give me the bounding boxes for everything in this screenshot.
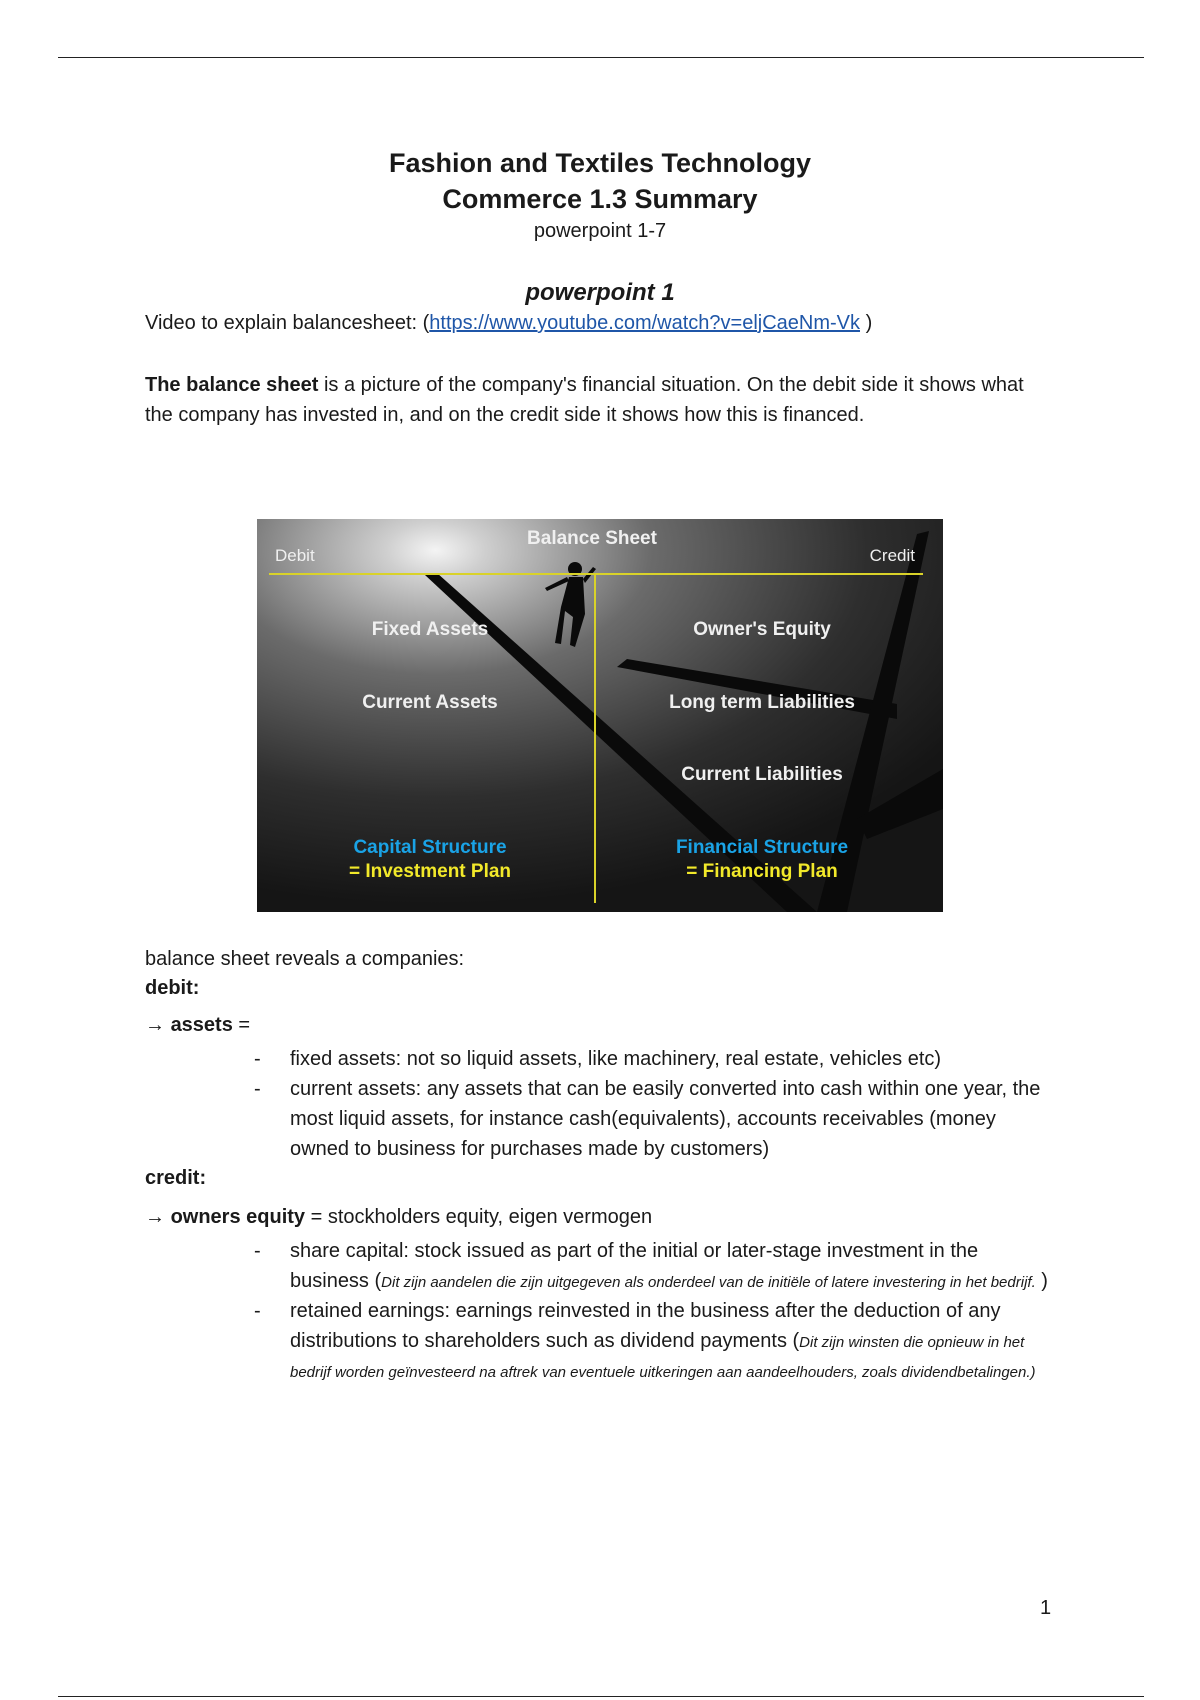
assets-eq: = (232, 1014, 251, 1036)
assets-line (145, 1010, 250, 1040)
video-link[interactable]: https://www.youtube.com/watch?v=eljCaeNm-Vk (429, 312, 861, 334)
bottom-rule (58, 1696, 1144, 1697)
share-capital-text: share capital: stock issued as part of the initial or later-stage investment in the business ( (290, 1240, 979, 1292)
fixed-assets-label: Fixed Assets (371, 619, 489, 640)
page-subtitle: powerpoint 1-7 (533, 220, 667, 242)
arrow-icon: → (145, 1014, 171, 1036)
video-prefix: Video to explain balancesheet: ( (145, 312, 430, 334)
balance-rest: is a picture of the company's financial situation. On the debit side it shows what the company has invested in, and on the credit side it shows how this is financed. (145, 374, 1024, 426)
retained-dutch: Dit zijn winsten die opnieuw in het bedrijf worden geïnvesteerd na aftrek van eventuele uitkeringen aan aandeelhouders, zoals dividendbetalingen.) (290, 1334, 1036, 1381)
current-assets-label: Current Assets (362, 692, 498, 713)
arrow-icon: → (145, 1206, 171, 1228)
retained-text: retained earnings: earnings reinvested in the business after the deduction of any distributions to shareholders such as dividend payments ( (290, 1300, 1001, 1352)
title-line-2: Commerce 1.3 Summary (442, 184, 758, 214)
credit-label: Credit (869, 546, 915, 565)
debit-label-text: debit: (145, 977, 200, 999)
equity-rest: = stockholders equity, eigen vermogen (305, 1206, 653, 1228)
asset-bullet-list (250, 1044, 1060, 1164)
title-line-1: Fashion and Textiles Technology (388, 148, 812, 178)
page-number: 1 (1040, 1597, 1052, 1619)
investment-plan-label: = Investment Plan (348, 861, 512, 882)
long-term-liabilities-label: Long term Liabilities (669, 692, 855, 713)
top-rule (58, 57, 1144, 58)
page-title (0, 145, 1200, 217)
video-line (145, 308, 1045, 338)
balance-sheet-paragraph (145, 370, 1045, 430)
balance-sheet-figure (257, 519, 943, 912)
share-capital-dutch: Dit zijn aandelen die zijn uitgegeven als onderdeel van de initiële of latere investering in het bedrijf. (381, 1274, 1036, 1291)
section-heading: powerpoint 1 (525, 279, 675, 306)
video-suffix: ) (860, 312, 873, 334)
figure-title: Balance Sheet (527, 528, 657, 549)
credit-label-text: credit: (145, 1167, 207, 1189)
list-item (250, 1296, 1060, 1386)
balance-bold: The balance sheet (145, 374, 319, 396)
share-capital-end: ) (1035, 1270, 1048, 1292)
equity-bullet-list (250, 1236, 1060, 1386)
financial-structure-label: Financial Structure (675, 837, 849, 858)
current-liabilities-label: Current Liabilities (681, 764, 843, 785)
equity-line (145, 1202, 652, 1232)
assets-bold: assets (170, 1014, 233, 1036)
equity-bold: owners equity (170, 1206, 306, 1228)
list-item: - current assets: any assets that can be easily converted into cash within one year, the most liquid assets, for instance cash(equivalents), accounts receivables (money owned to business for purchases made by customers) (250, 1074, 1060, 1164)
reveals-line: balance sheet reveals a companies: (145, 948, 465, 970)
capital-structure-label: Capital Structure (353, 837, 507, 858)
financing-plan-label: = Financing Plan (686, 861, 838, 882)
list-item: - fixed assets: not so liquid assets, like machinery, real estate, vehicles etc) (250, 1044, 1060, 1074)
debit-label: Debit (275, 546, 315, 565)
list-item (250, 1236, 1060, 1296)
owners-equity-label: Owner's Equity (693, 619, 831, 640)
